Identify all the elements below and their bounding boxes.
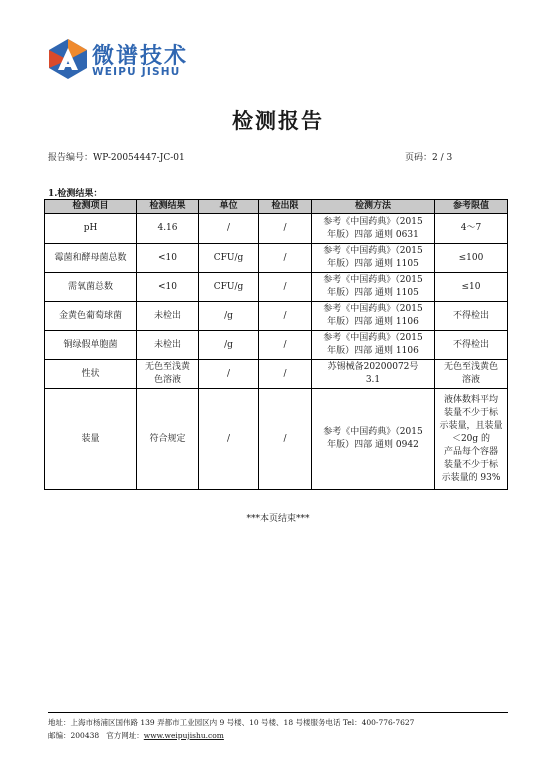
result-cell: <10 xyxy=(137,244,199,273)
method-line: 年版）四部 通则 1105 xyxy=(327,259,419,269)
result-cell: <10 xyxy=(137,273,199,302)
column-header: 检测方法 xyxy=(312,200,435,214)
reference-line: 4～7 xyxy=(460,223,482,233)
method-line: 年版）四部 通则 0942 xyxy=(327,440,419,450)
table-header-row xyxy=(45,200,508,214)
detection-limit-cell: / xyxy=(259,360,312,389)
reference-limit-cell xyxy=(435,302,508,331)
method-cell xyxy=(312,244,435,273)
report-title: 检测报告 xyxy=(232,108,324,133)
method-cell xyxy=(312,214,435,244)
reference-line: 产品每个容器 xyxy=(443,446,498,457)
footer-divider xyxy=(48,712,508,713)
reference-line: 装量不少于标 xyxy=(443,407,498,418)
reference-line: 示装量的 93% xyxy=(441,472,501,483)
method-line: 参考《中国药典》（2015 xyxy=(323,275,423,285)
unit-cell: / xyxy=(199,360,259,389)
column-header: 单位 xyxy=(199,200,259,214)
unit-cell: /g xyxy=(199,302,259,331)
test-item-cell: 金黄色葡萄球菌 xyxy=(45,302,137,331)
reference-limit-cell xyxy=(435,389,508,490)
table-row xyxy=(45,302,508,331)
table-row xyxy=(45,273,508,302)
method-cell xyxy=(312,389,435,490)
reference-line: 不得检出 xyxy=(452,339,489,350)
result-cell: 符合规定 xyxy=(137,389,199,490)
reference-limit-cell xyxy=(435,360,508,389)
method-cell xyxy=(312,360,435,389)
table-row xyxy=(45,360,508,389)
postcode-label: 邮编： xyxy=(48,731,71,740)
website-label: 官方网址： xyxy=(106,731,144,740)
method-line: 苏锡械备20200072号 xyxy=(327,362,419,372)
column-header: 检测项目 xyxy=(45,200,137,214)
reference-line: 溶液 xyxy=(461,375,480,385)
method-cell xyxy=(312,331,435,360)
result-cell: 未检出 xyxy=(137,331,199,360)
method-line: 年版）四部 通则 1105 xyxy=(327,288,419,298)
results-table xyxy=(44,199,508,490)
detection-limit-cell: / xyxy=(259,273,312,302)
page-label: 页码： xyxy=(405,153,433,163)
method-line: 参考《中国药典》（2015 xyxy=(323,304,423,314)
method-line: 年版）四部 通则 1106 xyxy=(327,346,419,356)
method-line: 参考《中国药典》（2015 xyxy=(323,333,423,343)
page-indicator xyxy=(405,150,452,163)
footer-contact xyxy=(48,730,224,741)
reference-limit-cell xyxy=(435,331,508,360)
detection-limit-cell: / xyxy=(259,244,312,273)
unit-cell: CFU/g xyxy=(199,244,259,273)
detection-limit-cell: / xyxy=(259,302,312,331)
logo-english-name: WEIPU JISHU xyxy=(92,66,181,78)
detection-limit-cell: / xyxy=(259,214,312,244)
table-row xyxy=(45,389,508,490)
result-cell: 4.16 xyxy=(137,214,199,244)
result-cell: 无色至浅黄色溶液 xyxy=(137,360,199,389)
reference-line: 示装量，且装量 xyxy=(439,420,503,431)
reference-line: ＜20g 的 xyxy=(451,433,491,444)
reference-limit-cell xyxy=(435,244,508,273)
column-header: 检出限 xyxy=(259,200,312,214)
method-line: 参考《中国药典》（2015 xyxy=(323,427,423,437)
method-line: 参考《中国药典》（2015 xyxy=(323,246,423,256)
postcode: 200438 xyxy=(70,731,100,740)
table-row xyxy=(45,331,508,360)
column-header: 参考限值 xyxy=(435,200,508,214)
reference-line: 不得检出 xyxy=(452,310,489,321)
company-logo xyxy=(48,38,218,82)
reference-limit-cell xyxy=(435,214,508,244)
reference-limit-cell xyxy=(435,273,508,302)
method-line: 年版）四部 通则 1106 xyxy=(327,317,419,327)
footer-address: 地址：上海市杨浦区国伟路 139 弄都市工业园区内 9 号楼、10 号楼、18 号楼服务电话 Tel：400-776-7627 xyxy=(48,718,415,727)
test-item-cell: 需氧菌总数 xyxy=(45,273,137,302)
unit-cell: / xyxy=(199,389,259,490)
report-number xyxy=(48,150,185,163)
method-cell xyxy=(312,273,435,302)
method-line: 年版）四部 通则 0631 xyxy=(327,229,419,240)
test-item-cell: pH xyxy=(45,214,137,244)
column-header: 检测结果 xyxy=(137,200,199,214)
logo-chinese-name: 微谱技术 xyxy=(92,44,189,69)
report-number-label: 报告编号： xyxy=(48,153,94,163)
report-number-value: WP-20054447-JC-01 xyxy=(93,153,185,163)
reference-line: 装量不少于标 xyxy=(443,459,498,470)
test-item-cell: 性状 xyxy=(45,360,137,389)
table-row xyxy=(45,214,508,244)
test-item-cell: 装量 xyxy=(45,389,137,490)
website-link[interactable]: www.weipujishu.com xyxy=(143,731,224,740)
method-line: 3.1 xyxy=(365,375,381,385)
end-of-page-note: ***本页结束*** xyxy=(246,514,310,524)
unit-cell: /g xyxy=(199,331,259,360)
reference-line: 无色至浅黄色 xyxy=(443,362,498,372)
table-row xyxy=(45,244,508,273)
reference-line: 液体数料平均 xyxy=(443,394,498,405)
result-cell: 未检出 xyxy=(137,302,199,331)
detection-limit-cell: / xyxy=(259,389,312,490)
unit-cell: / xyxy=(199,214,259,244)
reference-line: ≤10 xyxy=(461,281,481,292)
weipu-logo-icon xyxy=(48,38,88,80)
test-item-cell: 铜绿假单胞菌 xyxy=(45,331,137,360)
detection-limit-cell: / xyxy=(259,331,312,360)
method-cell xyxy=(312,302,435,331)
method-line: 参考《中国药典》（2015 xyxy=(323,216,423,227)
test-item-cell: 霉菌和酵母菌总数 xyxy=(45,244,137,273)
page-value: 2 / 3 xyxy=(432,153,453,163)
unit-cell: CFU/g xyxy=(199,273,259,302)
section-title: 1.检测结果： xyxy=(48,189,103,199)
reference-line: ≤100 xyxy=(458,252,484,263)
